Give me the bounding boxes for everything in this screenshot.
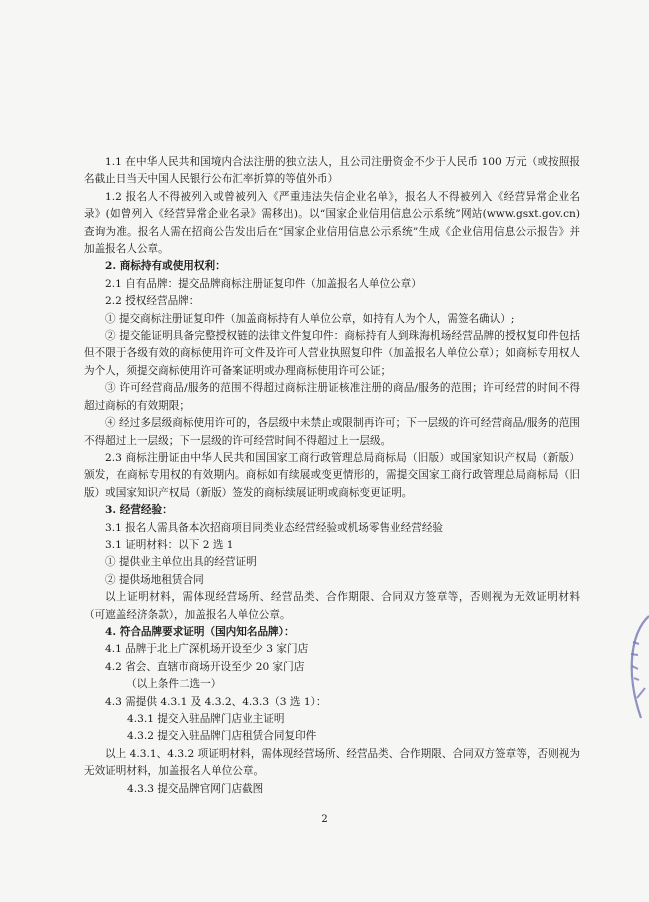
paragraph: ③ 许可经营商品/服务的范围不得超过商标注册证核准注册的商品/服务的范围；许可经营的时间不得超过商标的有效期限；	[84, 382, 580, 412]
paragraph: 4.2 省会、直辖市商场开设至少 20 家门店	[105, 660, 305, 673]
paragraph: 1.1 在中华人民共和国境内合法注册的独立法人，且公司注册资金不少于人民币 100 万元（或按照报名截止日当天中国人民银行公布汇率折算的等值外币）	[84, 156, 580, 186]
paragraph: ② 提供场地租赁合同	[105, 573, 204, 586]
paragraph: 4.3.2 提交入驻品牌门店租赁合同复印件	[127, 730, 317, 743]
paragraph: （以上条件二选一）	[126, 678, 222, 691]
paragraph: 2.3 商标注册证由中华人民共和国国家工商行政管理总局商标局（旧版）或国家知识产权局（新版）颁发，在商标专用权的有效期内。商标如有续展或变更情形的，需提交国家工商行政管理总局商标局（旧版）或国家知识产权局（新版）签发的商标续展证明或商标变更证明。	[84, 451, 580, 499]
paragraph: 4.3.3 提交品牌官网门店截图	[127, 782, 264, 795]
paragraph: 4.3.1 提交入驻品牌门店业主证明	[127, 713, 285, 725]
paragraph: 3.1 报名人需具备本次招商项目同类业态经营经验或机场零售业经营经验	[105, 521, 444, 534]
paragraph: 3. 经营经验：	[105, 504, 173, 517]
paragraph: 4.3 需提供 4.3.1 及 4.3.2、4.3.3（3 选 1）：	[105, 695, 327, 708]
paragraph: 4. 符合品牌要求证明（国内知名品牌）：	[105, 625, 295, 638]
paragraph: 2. 商标持有或使用权利：	[105, 260, 226, 273]
paragraph: 4.1 品牌于北上广深机场开设至少 3 家门店	[105, 643, 309, 656]
paragraph: ② 提交能证明具备完整授权链的法律文件复印件：商标持有人到珠海机场经营品牌的授权复印件包括但不限于各级有效的商标使用许可文件及许可人营业执照复印件（加盖报名人单位公章）；如商标专用权人为个人，须提交商标使用许可备案证明或办理商标使用许可公证；	[84, 330, 580, 377]
paragraph: 2.2 授权经营品牌：	[105, 295, 200, 308]
page-number: 2	[321, 814, 328, 825]
paragraph: 以上 4.3.1、4.3.2 项证明材料，需体现经营场所、经营品类、合作期限、合同双方签章等，否则视为无效证明材料，加盖报名人单位公章。	[84, 747, 580, 778]
paragraph: ④ 经过多层级商标使用许可的，各层级中未禁止或限制再许可；下一层级的许可经营商品/服务的范围不得超过上一层级；下一层级的许可经营时间不得超过上一层级。	[84, 417, 580, 447]
document-body	[84, 154, 580, 798]
paragraph: 1.2 报名人不得被列入或曾被列入《严重违法失信企业名单》，报名人不得被列入《经营异常企业名录》(如曾列入《经营异常企业名录》需移出)。以“国家企业信用信息公示系统”网站(www.gsxt.gov.cn) 查询为准。报名人需在招商公告发出后在“国家企业信用信息公示系统”生成《企业信用信息公示报告》并加盖报名人公章。	[84, 190, 580, 256]
paragraph: 2.1 自有品牌：提交品牌商标注册证复印件（加盖报名人单位公章）	[105, 277, 422, 290]
seal-stamp-fragment	[619, 612, 649, 722]
paragraph: 以上证明材料，需体现经营场所、经营品类、合作期限、合同双方签章等，否则视为无效证明材料（可遮盖经济条款），加盖报名人单位公章。	[84, 591, 580, 621]
paragraph: ① 提交商标注册证复印件（加盖商标持有人单位公章，如持有人为个人，需签名确认）;	[105, 312, 515, 325]
paragraph: ① 提供业主单位出具的经营证明	[105, 556, 257, 569]
paragraph: 3.1 证明材料：以下 2 选 1	[105, 538, 234, 551]
